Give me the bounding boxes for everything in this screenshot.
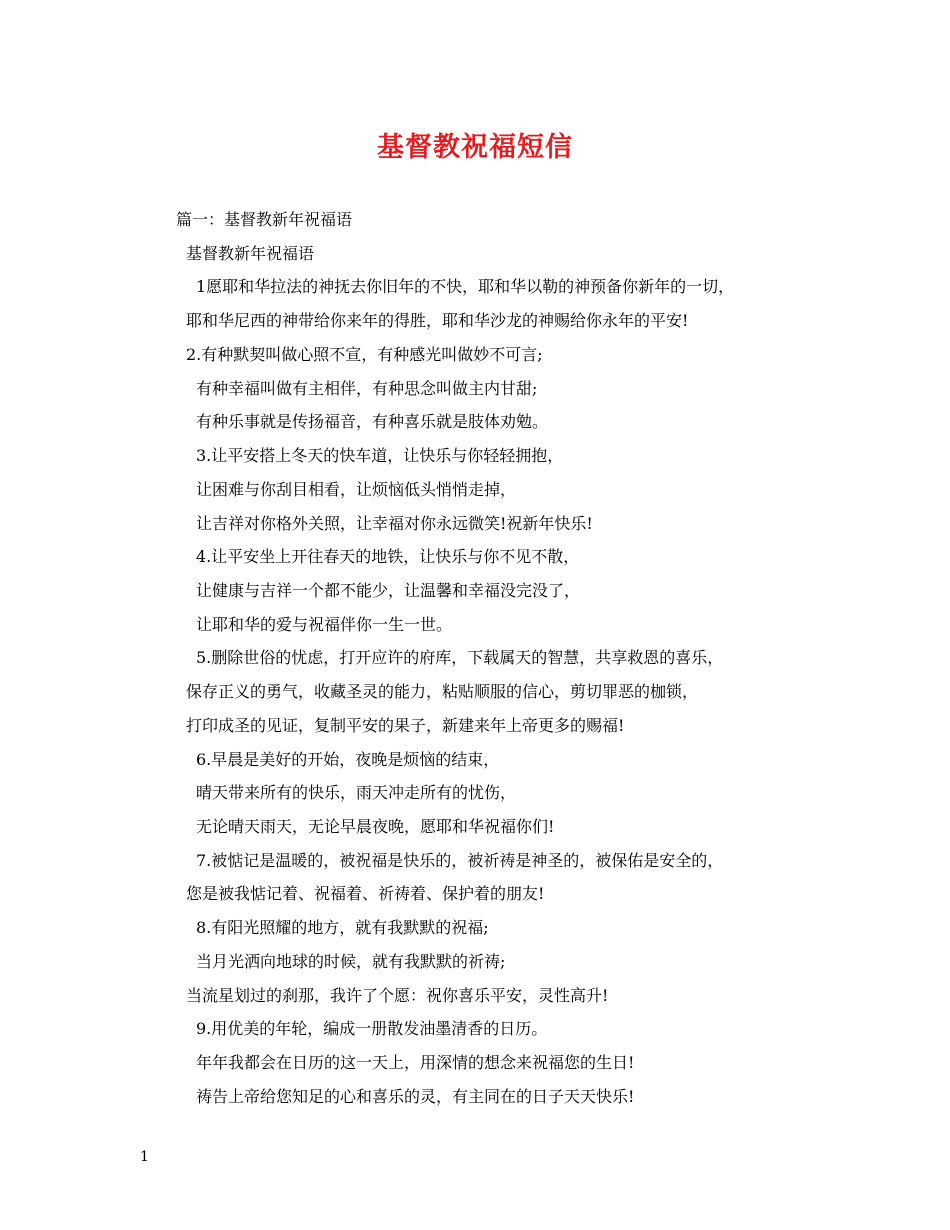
- text-line: 让健康与吉祥一个都不能少，让温馨和幸福没完没了，: [196, 581, 581, 600]
- text-line: 当月光洒向地球的时候，就有我默默的祈祷;: [196, 952, 506, 971]
- text-line: 4.让平安坐上开往春天的地铁，让快乐与你不见不散，: [196, 547, 580, 566]
- text-line: 当流星划过的刹那，我许了个愿：祝你喜乐平安，灵性高升!: [186, 986, 609, 1005]
- page-number: 1: [140, 1149, 149, 1165]
- text-line: 有种乐事就是传扬福音，有种喜乐就是肢体劝勉。: [196, 412, 549, 431]
- subheading: 基督教新年祝福语: [186, 244, 315, 263]
- text-line: 保存正义的勇气，收藏圣灵的能力，粘贴顺服的信心，剪切罪恶的枷锁，: [186, 682, 699, 701]
- text-line: 让吉祥对你格外关照，让幸福对你永远微笑!祝新年快乐!: [196, 514, 593, 533]
- text-line: 您是被我惦记着、祝福着、祈祷着、保护着的朋友!: [186, 884, 545, 903]
- text-line: 7.被惦记是温暖的，被祝福是快乐的，被祈祷是神圣的，被保佑是安全的，: [196, 851, 724, 870]
- text-line: 2.有种默契叫做心照不宣，有种感光叫做妙不可言;: [186, 345, 543, 364]
- text-line: 耶和华尼西的神带给你来年的得胜，耶和华沙龙的神赐给你永年的平安!: [186, 311, 689, 330]
- text-line: 8.有阳光照耀的地方，就有我默默的祝福;: [196, 918, 489, 937]
- text-line: 让耶和华的爱与祝福伴你一生一世。: [196, 615, 453, 634]
- text-line: 5.删除世俗的忧虑，打开应许的府库，下载属天的智慧，共享救恩的喜乐，: [196, 648, 724, 667]
- text-line: 无论晴天雨天，无论早晨夜晚，愿耶和华祝福你们!: [196, 817, 555, 836]
- text-line: 打印成圣的见证，复制平安的果子，新建来年上帝更多的赐福!: [186, 716, 625, 735]
- text-line: 有种幸福叫做有主相伴，有种思念叫做主内甘甜;: [196, 379, 538, 398]
- text-line: 3.让平安搭上冬天的快车道，让快乐与你轻轻拥抱，: [196, 446, 564, 465]
- text-line: 祷告上帝给您知足的心和喜乐的灵，有主同在的日子天天快乐!: [196, 1087, 635, 1106]
- text-line: 晴天带来所有的快乐，雨天冲走所有的忧伤，: [196, 783, 517, 802]
- text-line: 1愿耶和华拉法的神抚去你旧年的不快，耶和华以勒的神预备你新年的一切，: [196, 277, 735, 296]
- text-line: 年年我都会在日历的这一天上，用深情的想念来祝福您的生日!: [196, 1053, 635, 1072]
- text-line: 6.早晨是美好的开始，夜晚是烦恼的结束，: [196, 750, 500, 769]
- section-heading: 篇一：基督教新年祝福语: [176, 210, 353, 229]
- text-line: 9.用优美的年轮，编成一册散发油墨清香的日历。: [196, 1019, 548, 1038]
- document-title: 基督教祝福短信: [377, 132, 573, 163]
- text-line: 让困难与你刮目相看，让烦恼低头悄悄走掉，: [196, 480, 517, 499]
